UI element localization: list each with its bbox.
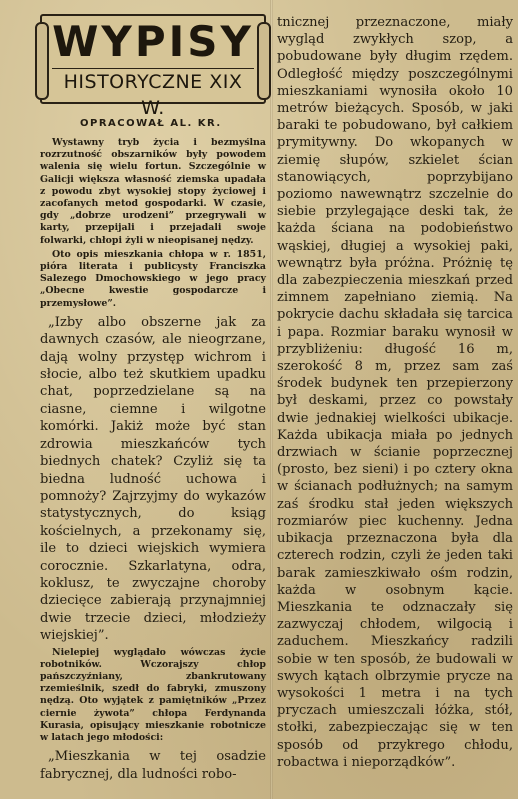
left-column <box>40 14 266 785</box>
quote-paragraph-2: „Mieszkania w tej osadzie fabrycznej, dla ludności robo- <box>40 749 266 782</box>
intro-paragraph-2: Oto opis mieszkania chłopa w r. 1851, pióra literata i publicysty Franciszka Salezego Dmochowskiego w jego pracy „Obecne kwestie gospodarcze i przemysłowe”. <box>40 248 266 309</box>
byline: OPRACOWAŁ AL. KR. <box>80 118 222 129</box>
intro-paragraph-3: Nielepiej wyglądało wówczas życie robotników. Wczorajszy chłop pańszczyźniany, zbankrutowany rzemieślnik, szedł do fabryki, zmuszony nędzą. Oto wyjątek z pamiętników „Przez ciernie żywota” chłopa Ferdynanda Kurasia, opisujący mieszkanie robotnicze w latach jego młodości: <box>40 646 266 743</box>
continued-quote: tnicznej przeznaczone, miały wygląd zwykłych szop, a pobudowane były długim rzędem. Odległość między poszczególnymi mieszkaniami wynosiła około 10 metrów bieżących. Sposób, w jaki baraki te pobudowano, był całkiem prymitywny. Do wkopanych w ziemię słupów, szkielet ścian stanowiących, poprzybijano poziomo nawewnątrz szczelnie do siebie przylegające deski tak, że każda ściana na podobieństwo wąskiej, długiej a wysokiej paki, wewnątrz była próżna. Próżnię tę dla zabezpieczenia mieszkań przed zimnem zapełniano ziemią. Na pokrycie dachu składała się tarcica i papa. Rozmiar baraku wynosił w przybliżeniu: długość 16 m, szerokość 8 m, przez sam zaś środek budynek ten przepierzony był deskami, przez co powstały dwie jednakiej wielkości ubikacje. Każda ubikacja miała po jednych drzwiach w ścianie poprzecznej (prosto, bez sieni) i po cztery okna w ścianach podłużnych; na samym zaś środku stał jeden większych rozmiarów piec kuchenny. Jedna ubikacja przeznaczona była dla czterech rodzin, czyli że jeden taki barak zamieszkiwało ośm rodzin, każda w osobnym kącie. Mieszkania te odznaczały się zazwyczaj chłodem, wilgocią i zaduchem. Mieszkańcy radzili sobie w ten sposób, że budowali w swych kątach olbrzymie prycze na wysokości 1 metra i na tych pryczach umieszczali łóżka, stół, stołki, zabezpieczając się w ten sposób od przykrego chłodu, robactwa i nieporządków”. <box>277 15 513 770</box>
intro-paragraph-1: Wystawny tryb życia i bezmyślna rozrzutność obszarników były powodem walenia się wielu fortun. Szczególnie w Galicji większa własność ziemska upadała z powodu zbyt wysokiej stopy życiowej i zacofanych metod gospodarki. W czasie, gdy „dobrze urodzeni” przegrywali w karty, przepijali i przejadali swoje folwarki, chłopi żyli w nieopisanej nędzy. <box>40 137 266 246</box>
quote-paragraph-1: „Izby albo obszerne jak za dawnych czasów, ale nieogrzane, dają wolny przystęp wichrom i słocie, albo też skutkiem upadku chat, poprzedzielane są na ciasne, ciemne i wilgotne komórki. Jakiż może być stan zdrowia mieszkańców tych biednych chatek? Czyliż się ta biedna ludność uchowa i pomnoży? Zajrzyjmy do wykazów statystycznych, do ksiąg kościelnych, a przekonamy się, ile to dzieci wiejskich wymiera corocznie. Szkarlatyna, odra, koklusz, te zwyczajne choroby dziecięce zabierają przynajmniej dwie trzecie dzieci, młodzieży wiejskiej”. <box>40 314 266 644</box>
section-subtitle: HISTORYCZNE XIX W. <box>52 68 254 121</box>
right-column <box>277 14 513 771</box>
title-banner <box>40 14 266 119</box>
column-fold <box>270 0 273 799</box>
section-title: WYPISY <box>52 17 254 66</box>
